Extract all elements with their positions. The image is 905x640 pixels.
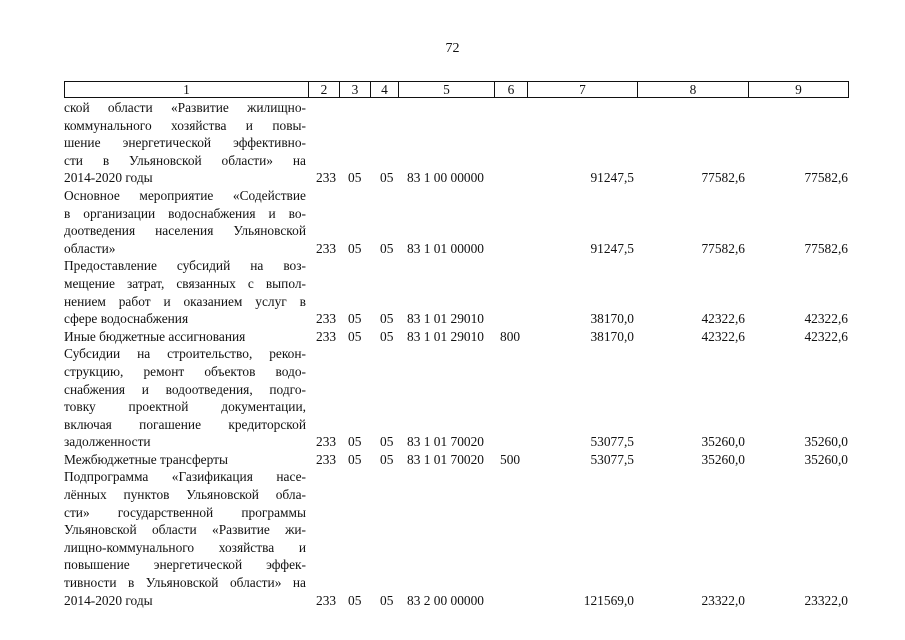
row-name-line: Основное мероприятие «Содействие bbox=[64, 187, 306, 203]
row-name bbox=[64, 451, 306, 469]
cell-c8: 42322,6 bbox=[701, 328, 745, 344]
cell-c2: 233 bbox=[316, 311, 337, 327]
scan-mark bbox=[288, 608, 289, 620]
cell-c5: 83 2 00 00000 bbox=[407, 592, 484, 608]
cell-c9: 42322,6 bbox=[804, 311, 848, 327]
table-row bbox=[64, 99, 854, 187]
row-name-line: снабжения и водоотведения, подго- bbox=[64, 381, 306, 397]
row-name-line: Межбюджетные трансферты bbox=[64, 451, 228, 467]
row-name-line: доотведения населения Ульяновской bbox=[64, 223, 306, 239]
row-name-line: задолженности bbox=[64, 434, 151, 450]
row-name-line: Подпрограмма «Газификация насе- bbox=[64, 469, 306, 485]
cell-c3: 05 bbox=[348, 311, 362, 327]
column-header-7: 7 bbox=[528, 82, 638, 98]
column-header-5: 5 bbox=[399, 82, 495, 98]
table-row bbox=[64, 257, 854, 327]
cell-c7: 91247,5 bbox=[590, 170, 634, 186]
table-body bbox=[64, 99, 854, 609]
cell-c9: 23322,0 bbox=[804, 592, 848, 608]
column-header-9: 9 bbox=[749, 82, 849, 98]
cell-c8: 77582,6 bbox=[701, 170, 745, 186]
column-header-1: 1 bbox=[65, 82, 309, 98]
table-row bbox=[64, 345, 854, 451]
cell-c5: 83 1 01 29010 bbox=[407, 328, 484, 344]
cell-c2: 233 bbox=[316, 170, 337, 186]
cell-c5: 83 1 01 29010 bbox=[407, 311, 484, 327]
cell-c3: 05 bbox=[348, 170, 362, 186]
cell-c4: 05 bbox=[380, 170, 394, 186]
row-name-line: в организации водоснабжения и во- bbox=[64, 205, 306, 221]
cell-c3: 05 bbox=[348, 451, 362, 467]
cell-c6: 500 bbox=[500, 451, 521, 467]
table-row bbox=[64, 468, 854, 609]
cell-c7: 53077,5 bbox=[590, 451, 634, 467]
row-name-line: струкцию, ремонт объектов водо- bbox=[64, 363, 306, 379]
row-name-line: лищно-коммунального хозяйства и bbox=[64, 539, 306, 555]
cell-c7: 53077,5 bbox=[590, 434, 634, 450]
row-name-line: Субсидии на строительство, рекон- bbox=[64, 346, 306, 362]
row-name-line: 2014-2020 годы bbox=[64, 592, 153, 608]
row-name-line: коммунального хозяйства и повы- bbox=[64, 117, 306, 133]
cell-c3: 05 bbox=[348, 328, 362, 344]
cell-c7: 91247,5 bbox=[590, 240, 634, 256]
row-name-line: товку проектной документации, bbox=[64, 399, 306, 415]
column-header-row bbox=[64, 81, 849, 98]
cell-c7: 121569,0 bbox=[583, 592, 634, 608]
cell-c3: 05 bbox=[348, 434, 362, 450]
row-name-line: мещение затрат, связанных с выпол- bbox=[64, 275, 306, 291]
cell-c5: 83 1 01 70020 bbox=[407, 434, 484, 450]
cell-c9: 35260,0 bbox=[804, 451, 848, 467]
cell-c8: 35260,0 bbox=[701, 451, 745, 467]
cell-c9: 35260,0 bbox=[804, 434, 848, 450]
row-name bbox=[64, 328, 306, 346]
row-name bbox=[64, 345, 306, 451]
cell-c8: 35260,0 bbox=[701, 434, 745, 450]
cell-c2: 233 bbox=[316, 434, 337, 450]
row-name-line: Предоставление субсидий на воз- bbox=[64, 258, 306, 274]
table-row bbox=[64, 187, 854, 257]
row-name-line: 2014-2020 годы bbox=[64, 170, 153, 186]
cell-c7: 38170,0 bbox=[590, 311, 634, 327]
row-name-line: ской области «Развитие жилищно- bbox=[64, 100, 306, 115]
column-header-2: 2 bbox=[309, 82, 340, 98]
column-header-8: 8 bbox=[638, 82, 749, 98]
cell-c5: 83 1 01 70020 bbox=[407, 451, 484, 467]
table-row bbox=[64, 451, 854, 469]
cell-c5: 83 1 00 00000 bbox=[407, 170, 484, 186]
cell-c4: 05 bbox=[380, 328, 394, 344]
cell-c4: 05 bbox=[380, 451, 394, 467]
row-name-line: Ульяновской области «Развитие жи- bbox=[64, 522, 306, 538]
row-name bbox=[64, 468, 306, 609]
cell-c5: 83 1 01 00000 bbox=[407, 240, 484, 256]
cell-c9: 77582,6 bbox=[804, 240, 848, 256]
cell-c6: 800 bbox=[500, 328, 521, 344]
row-name-line: лённых пунктов Ульяновской обла- bbox=[64, 487, 306, 503]
cell-c4: 05 bbox=[380, 240, 394, 256]
cell-c9: 42322,6 bbox=[804, 328, 848, 344]
row-name-line: повышение энергетической эффек- bbox=[64, 557, 306, 573]
cell-c2: 233 bbox=[316, 240, 337, 256]
row-name bbox=[64, 99, 306, 187]
cell-c9: 77582,6 bbox=[804, 170, 848, 186]
row-name-line: шение энергетической эффективно- bbox=[64, 135, 306, 151]
cell-c3: 05 bbox=[348, 240, 362, 256]
column-header-6: 6 bbox=[495, 82, 528, 98]
cell-c2: 233 bbox=[316, 592, 337, 608]
cell-c2: 233 bbox=[316, 328, 337, 344]
column-header-4: 4 bbox=[371, 82, 399, 98]
row-name-line: тивности в Ульяновской области» на bbox=[64, 575, 306, 591]
cell-c2: 233 bbox=[316, 451, 337, 467]
page-number: 72 bbox=[445, 41, 460, 56]
row-name-line: сти в Ульяновской области» на bbox=[64, 152, 306, 168]
cell-c4: 05 bbox=[380, 311, 394, 327]
cell-c4: 05 bbox=[380, 592, 394, 608]
row-name-line: сти» государственной программы bbox=[64, 504, 306, 520]
row-name-line: области» bbox=[64, 240, 116, 256]
row-name-line: нением работ и оказанием услуг в bbox=[64, 293, 306, 309]
cell-c8: 42322,6 bbox=[701, 311, 745, 327]
row-name-line: сфере водоснабжения bbox=[64, 311, 189, 327]
cell-c8: 23322,0 bbox=[701, 592, 745, 608]
cell-c4: 05 bbox=[380, 434, 394, 450]
row-name bbox=[64, 257, 306, 327]
row-name-line: Иные бюджетные ассигнования bbox=[64, 328, 246, 344]
cell-c7: 38170,0 bbox=[590, 328, 634, 344]
cell-c8: 77582,6 bbox=[701, 240, 745, 256]
table-row bbox=[64, 328, 854, 346]
column-header-3: 3 bbox=[340, 82, 371, 98]
row-name-line: включая погашение кредиторской bbox=[64, 416, 306, 432]
row-name bbox=[64, 187, 306, 257]
cell-c3: 05 bbox=[348, 592, 362, 608]
